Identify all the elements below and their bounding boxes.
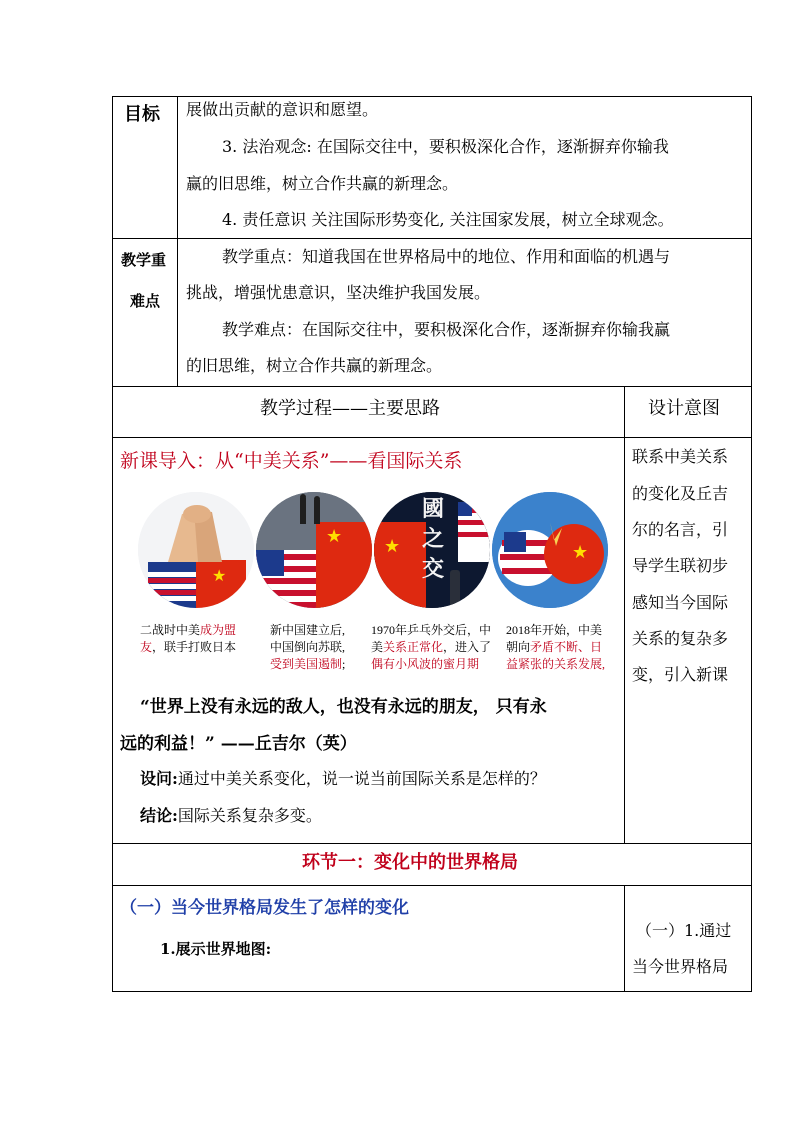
- image-caption: 1970年乒乓外交后，中 美关系正常化，进入了 偶有小风波的蜜月期: [371, 623, 492, 671]
- china-flag-star-icon: ★: [212, 566, 227, 585]
- process-header: 教学过程——主要思路: [260, 398, 440, 419]
- china-flag-star-icon: ★: [572, 542, 589, 563]
- map-item: 1.展示世界地图:: [160, 940, 272, 958]
- row-divider: [112, 238, 752, 239]
- design-intent-line: 当今世界格局: [632, 957, 729, 976]
- conclusion-line: 结论:国际关系复杂多变。: [140, 806, 322, 825]
- design-intent-line: 尔的名言，引: [632, 520, 729, 539]
- intro-title: 新课导入：从“中美关系”——看国际关系: [120, 450, 463, 472]
- row-divider: [112, 885, 752, 886]
- label-column-divider: [177, 96, 178, 386]
- row-divider: [112, 843, 752, 844]
- subsection-title: （一）当今世界格局发生了怎样的变化: [120, 898, 409, 918]
- ping-pong-diplomacy-image: [374, 492, 490, 608]
- objectives-line: 3. 法治观念: 在国际交往中，要积极深化合作，逐渐摒弃你输我: [222, 137, 669, 156]
- objectives-line: 赢的旧思维，树立合作共赢的新理念。: [186, 174, 459, 193]
- china-flag-star-icon: ★: [326, 526, 343, 547]
- row-divider: [112, 437, 752, 438]
- image-caption: 二战时中美成为盟 友，联手打败日本: [140, 623, 237, 654]
- image-caption: 新中国建立后, 中国倒向苏联, 受到美国遏制;: [270, 623, 346, 671]
- objectives-line: 展做出贡献的意识和愿望。: [186, 100, 379, 119]
- table-border-top: [112, 96, 752, 97]
- table-border-right: [751, 96, 752, 992]
- design-intent-line: 的变化及丘吉: [632, 484, 729, 503]
- section-title: 环节一：变化中的世界格局: [302, 852, 518, 873]
- design-column-divider: [624, 386, 625, 843]
- objectives-label: 目标: [124, 104, 160, 125]
- key-points-label: 教学重: [121, 251, 167, 269]
- table-border-left: [112, 96, 113, 992]
- design-intent-line: 导学生联初步: [632, 556, 729, 575]
- trade-war-image: [492, 492, 608, 608]
- design-intent-line: 联系中美关系: [632, 447, 729, 466]
- question-line: 设问:通过中美关系变化，说一说当前国际关系是怎样的？: [140, 769, 546, 788]
- design-intent-line: 关系的复杂多: [632, 629, 729, 648]
- key-points-label: 难点: [130, 292, 161, 310]
- objectives-line: 4. 责任意识 关注国际形势变化, 关注国家发展，树立全球观念。: [222, 210, 674, 229]
- key-points-line: 教学重点：知道我国在世界格局中的地位、作用和面临的机遇与: [222, 247, 671, 266]
- design-intent-line: 变，引入新课: [632, 665, 729, 684]
- china-flag-star-icon: ★: [384, 536, 401, 557]
- design-column-divider: [624, 885, 625, 991]
- key-points-line: 的旧思维，树立合作共赢的新理念。: [186, 356, 443, 375]
- us-china-alliance-image: [138, 492, 254, 608]
- table-border-bottom: [112, 991, 752, 992]
- row-divider: [112, 386, 752, 387]
- key-points-line: 挑战，增强忧患意识，坚决维护我国发展。: [186, 283, 491, 302]
- design-intent-line: （一）1.通过: [636, 921, 732, 940]
- image-caption: 2018年开始，中美 朝向矛盾不断、日 益紧张的关系发展,: [506, 623, 606, 671]
- image-calligraphy-text: 國之交: [422, 496, 445, 582]
- design-intent-line: 感知当今国际: [632, 593, 729, 612]
- key-points-line: 教学难点：在国际交往中，要积极深化合作，逐渐摒弃你输我赢: [222, 320, 671, 339]
- churchill-quote: “世界上没有永远的敌人，也没有永远的朋友， 只有永: [140, 697, 547, 717]
- cold-war-image: [256, 492, 372, 608]
- churchill-quote: 远的利益！” ——丘吉尔（英）: [120, 734, 357, 754]
- design-header: 设计意图: [648, 398, 720, 419]
